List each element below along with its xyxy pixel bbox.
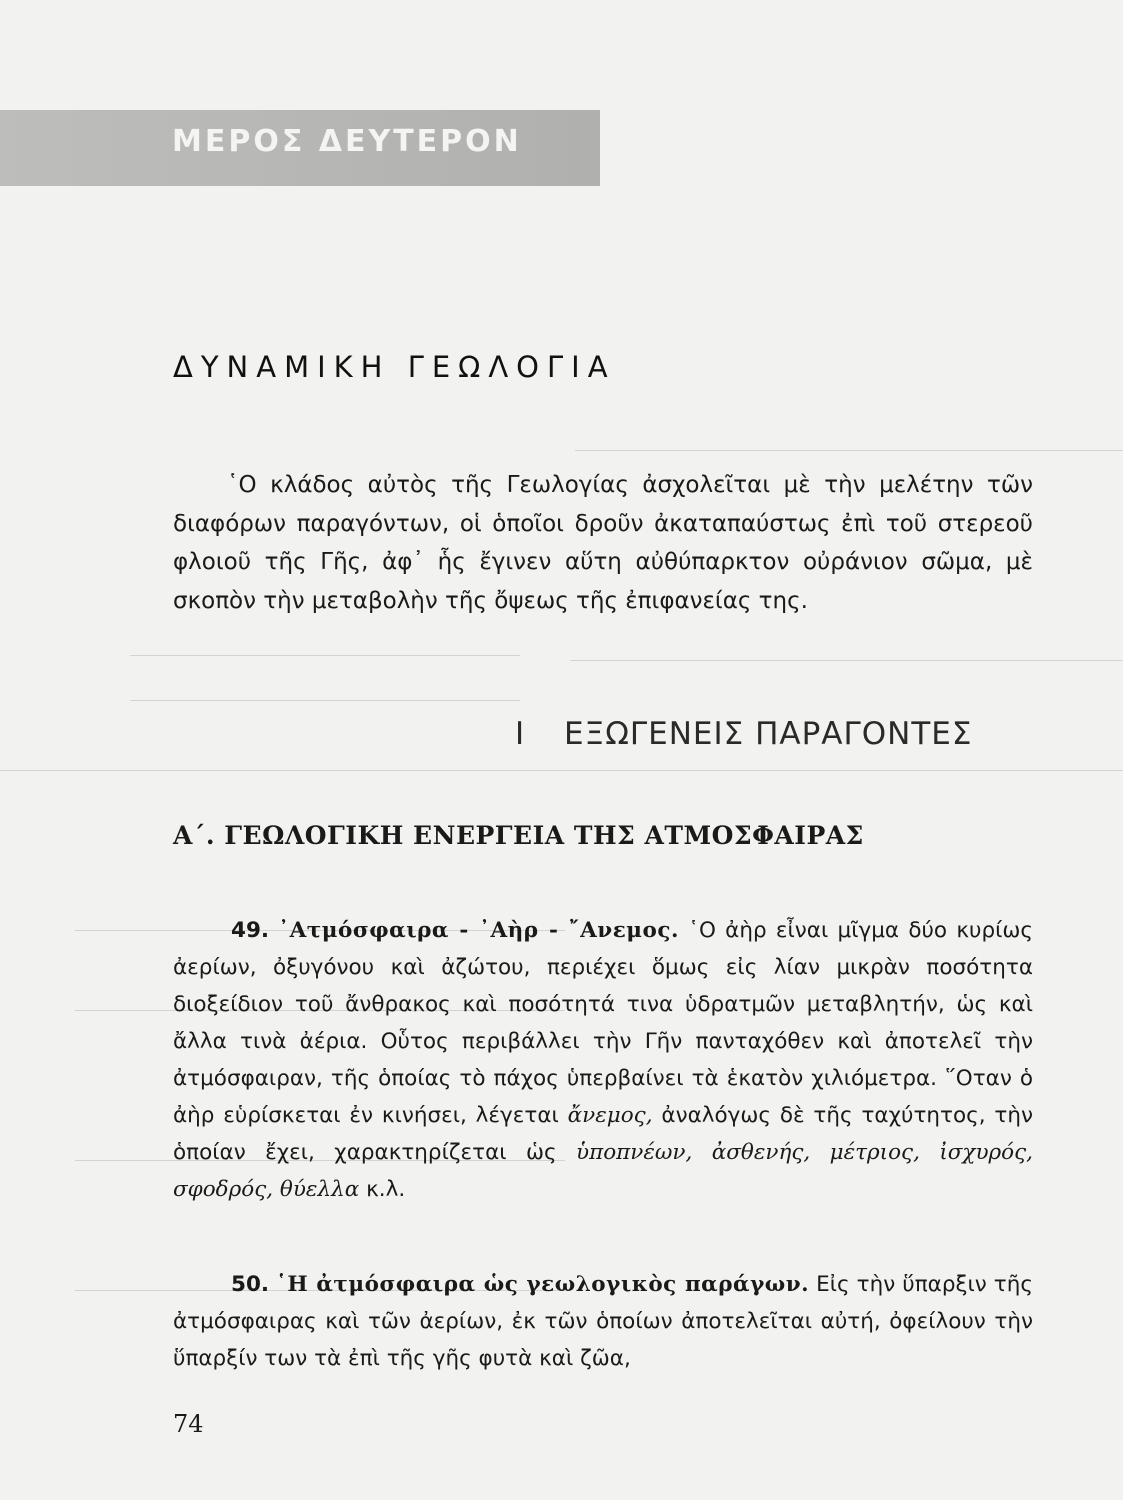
paragraph-50 (173, 1266, 1033, 1377)
wind-terms: ὑποπνέων, ἀσθενής, μέτριος, ἰσχυρός, σφοδρός, θύελλα (173, 1140, 1033, 1202)
paragraph-heading: ῾Η ἀτμόσφαιρα ὡς γεωλογικὸς παράγων. (276, 1272, 810, 1297)
section-numeral: I (515, 716, 526, 752)
show-through-rule (130, 655, 520, 656)
section-title: ΕΞΩΓΕΝΕΙΣ ΠΑΡΑΓΟΝΤΕΣ (564, 716, 973, 752)
show-through-rule (570, 660, 1123, 661)
part-label: ΜΕΡΟΣ ΔΕΥΤΕΡΟΝ (172, 124, 522, 159)
paragraph-text: Εἰς τὴν ὕπαρξιν τῆς ἀτμόσφαιρας καὶ τῶν ἀερίων, ἐκ τῶν ὁποίων ἀποτελεῖται αὐτή, ὀφείλουν τὴν ὕπαρξίν των τὰ ἐπὶ τῆς γῆς φυτὰ καὶ ζῶα, (173, 1272, 1033, 1371)
part-banner (0, 110, 600, 186)
term-anemos: ἄνεμος, (567, 1103, 653, 1128)
paragraph-number: 49. (231, 918, 270, 943)
paragraph-text: ἀναλόγως δὲ τῆς ταχύτητος, τὴν ὁποίαν ἔχει, χαρακτηρίζεται ὡς (173, 1103, 1033, 1165)
show-through-rule (0, 770, 1123, 771)
section-heading (515, 716, 972, 752)
show-through-rule (575, 450, 1123, 451)
paragraph-text: κ.λ. (366, 1177, 406, 1202)
paragraph-heading: ᾿Ατμόσφαιρα - ᾿Αὴρ - ῎Ανεμος. (278, 918, 679, 943)
show-through-rule (130, 700, 520, 701)
paragraph-number: 50. (231, 1272, 270, 1297)
paragraph-49 (173, 912, 1033, 1208)
subsection-heading: Α΄. ΓΕΩΛΟΓΙΚΗ ΕΝΕΡΓΕΙΑ ΤΗΣ ΑΤΜΟΣΦΑΙΡΑΣ (173, 821, 864, 850)
chapter-title: ΔΥΝΑΜΙΚΗ ΓΕΩΛΟΓΙΑ (173, 350, 616, 384)
page-number: 74 (173, 1410, 204, 1438)
paragraph-text: ῾Ο ἀὴρ εἶναι μῖγμα δύο κυρίως ἀερίων, ὀξυγόνου καὶ ἀζώτου, περιέχει ὅμως εἰς λίαν μικρὰν ποσότητα διοξείδιον τοῦ ἄνθρακος καὶ ποσότητά τινα ὑδρατμῶν μεταβλητήν, ὡς καὶ ἄλλα τινὰ ἀέρια. Οὗτος περιβάλλει τὴν Γῆν πανταχόθεν καὶ ἀποτελεῖ τὴν ἀτμόσφαιραν, τῆς ὁποίας τὸ πάχος ὑπερβαίνει τὰ ἑκατὸν χιλιόμετρα. ῞Οταν ὁ ἀὴρ εὑρίσκεται ἐν κινήσει, λέγεται (173, 918, 1033, 1128)
intro-paragraph: ῾Ο κλάδος αὐτὸς τῆς Γεωλογίας ἀσχολεῖται μὲ τὴν μελέτην τῶν διαφόρων παραγόντων, οἱ ὁποῖοι δροῦν ἀκαταπαύστως ἐπὶ τοῦ στερεοῦ φλοιοῦ τῆς Γῆς, ἀφ᾽ ἧς ἔγινεν αὕτη αὐθύπαρκτον οὐράνιον σῶμα, μὲ σκοπὸν τὴν μεταβολὴν τῆς ὄψεως τῆς ἐπιφανείας της. (173, 472, 1033, 614)
